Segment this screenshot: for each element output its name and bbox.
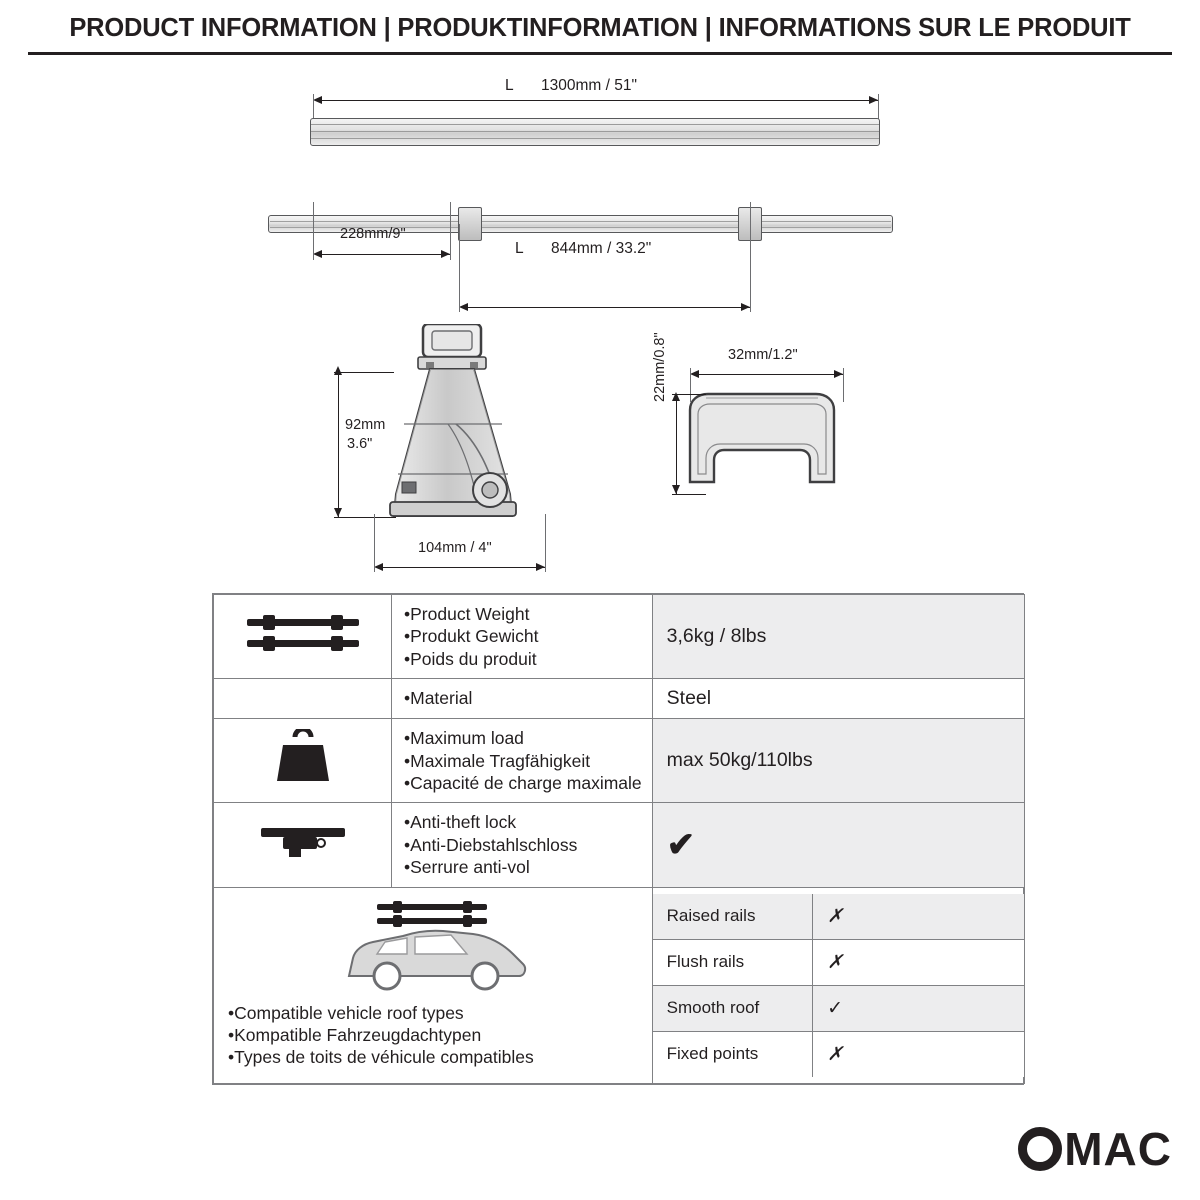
length-arrow-left — [313, 96, 322, 104]
offset-ext-left — [313, 202, 314, 260]
length-dim-symbol: L — [505, 77, 514, 94]
foot-width-dim-line — [383, 567, 545, 568]
span-dim-line — [468, 307, 750, 308]
foot-height-dim-line — [338, 372, 339, 517]
crossbar-top-view — [310, 118, 880, 146]
profile-height-ext-bottom — [672, 494, 706, 495]
row-icon-cell — [214, 595, 392, 679]
crossbar-icon — [243, 609, 363, 659]
foot-height-value-line2: 3.6" — [347, 436, 373, 452]
roof-option-mark: ✗ — [813, 894, 1024, 940]
crossbar-seam-2 — [311, 131, 879, 132]
crossbar-body — [310, 118, 880, 146]
roof-option-name: Flush rails — [653, 939, 813, 985]
roof-label-line: •Compatible vehicle roof types — [228, 1002, 464, 1023]
page-header — [0, 14, 1200, 55]
profile-height-ext-top — [672, 394, 706, 395]
profile-height-dim-line — [676, 398, 677, 494]
foot-width-arrow-left — [374, 563, 383, 571]
label-line: •Maximum load — [404, 728, 524, 749]
page-title: PRODUCT INFORMATION | PRODUKTINFORMATION | INFORMATIONS SUR LE PRODUIT — [69, 14, 1131, 42]
roof-option-mark: ✓ — [813, 985, 1024, 1031]
table-row — [214, 719, 1025, 803]
roof-option-mark: ✗ — [813, 939, 1024, 985]
foot-width-ext-right — [545, 514, 546, 572]
span-ext-left — [459, 224, 460, 312]
offset-arrow-right — [441, 250, 450, 258]
specification-table — [212, 593, 1024, 1085]
table-row-roof-types — [214, 887, 1025, 1083]
foot-width-value: 104mm / 4" — [418, 540, 492, 556]
anti-theft-lock-value: ✔ — [652, 803, 1024, 887]
header-divider — [28, 52, 1172, 55]
foot-front-view — [360, 324, 570, 539]
table-row — [214, 803, 1025, 887]
label-line: •Anti-Diebstahlschloss — [404, 834, 578, 855]
row-label-cell — [392, 595, 653, 679]
offset-ext-right — [450, 202, 451, 260]
length-dim-line — [322, 100, 878, 101]
profile-height-value: 22mm/0.8" — [652, 332, 668, 402]
label-line: •Anti-theft lock — [404, 812, 517, 833]
foot-height-arrow-top — [334, 366, 342, 375]
label-line: •Serrure anti-vol — [404, 857, 530, 878]
roof-options-cell — [652, 887, 1024, 1083]
foot-width-ext-left — [374, 514, 375, 572]
span-dim-symbol: L — [515, 240, 524, 257]
offset-dim-line — [322, 254, 450, 255]
label-line: •Capacité de charge maximale — [404, 772, 642, 793]
roof-option-row — [653, 894, 1024, 940]
profile-width-dim-line — [699, 374, 843, 375]
label-line: •Maximale Tragfähigkeit — [404, 750, 591, 771]
profile-width-arrow-left — [690, 370, 699, 378]
foot-width-arrow-right — [536, 563, 545, 571]
car-with-rack-icon — [333, 898, 533, 994]
row-label-cell — [392, 803, 653, 887]
roof-option-name: Smooth roof — [653, 985, 813, 1031]
offset-dim-value: 228mm/9" — [340, 226, 406, 242]
max-load-value: max 50kg/110lbs — [652, 719, 1024, 803]
row-label-cell — [392, 719, 653, 803]
profile-outline — [690, 394, 834, 482]
roof-types-label-cell — [214, 887, 653, 1083]
label-line: •Produkt Gewicht — [404, 626, 539, 647]
material-value: Steel — [652, 679, 1024, 719]
table-row — [214, 595, 1025, 679]
roof-option-name: Fixed points — [653, 1031, 813, 1077]
foot-height-ext-bottom — [334, 517, 396, 518]
roof-option-name: Raised rails — [653, 894, 813, 940]
crossbar2-seam-1 — [270, 221, 891, 222]
foot-height-arrow-bottom — [334, 508, 342, 517]
roof-options-table — [653, 894, 1024, 1077]
row-icon-cell — [214, 803, 392, 887]
span-ext-right — [750, 202, 751, 312]
length-arrow-right — [869, 96, 878, 104]
foot-left — [458, 207, 482, 241]
lock-icon — [255, 820, 351, 864]
crossbar-seam-3 — [311, 138, 879, 139]
logo-text: MAC — [1064, 1123, 1172, 1175]
roof-option-row — [653, 1031, 1024, 1077]
table-row — [214, 679, 1025, 719]
profile-height-arrow-bottom — [672, 485, 680, 494]
foot-height-ext-top — [334, 372, 394, 373]
logo-o-icon — [1018, 1127, 1062, 1171]
profile-width-ext-right — [843, 368, 844, 402]
weight-icon — [271, 729, 335, 787]
label-line: •Poids du produit — [404, 648, 537, 669]
profile-width-arrow-right — [834, 370, 843, 378]
row-label-cell — [392, 679, 653, 719]
span-arrow-left — [459, 303, 468, 311]
profile-width-value: 32mm/1.2" — [728, 347, 798, 363]
roof-label-line: •Types de toits de véhicule compatibles — [228, 1047, 534, 1068]
technical-drawings — [0, 62, 1200, 592]
foot-height-value-line1: 92mm — [345, 417, 386, 433]
profile-width-ext-left — [690, 368, 691, 402]
roof-option-row — [653, 939, 1024, 985]
label-line: •Product Weight — [404, 604, 530, 624]
label-line: •Material — [404, 688, 473, 709]
roof-label-line: •Kompatible Fahrzeugdachtypen — [228, 1024, 482, 1045]
product-weight-value: 3,6kg / 8lbs — [652, 595, 1024, 679]
span-dim-value: 844mm / 33.2" — [551, 240, 652, 257]
length-dim-value: 1300mm / 51" — [541, 77, 637, 94]
omac-logo — [1018, 1122, 1172, 1176]
roof-option-mark: ✗ — [813, 1031, 1024, 1077]
crossbar-seam-1 — [311, 124, 879, 125]
row-icon-cell-empty — [214, 679, 392, 719]
bar-cross-section-view — [670, 382, 870, 522]
row-icon-cell — [214, 719, 392, 803]
offset-arrow-left — [313, 250, 322, 258]
roof-option-row — [653, 985, 1024, 1031]
span-arrow-right — [741, 303, 750, 311]
